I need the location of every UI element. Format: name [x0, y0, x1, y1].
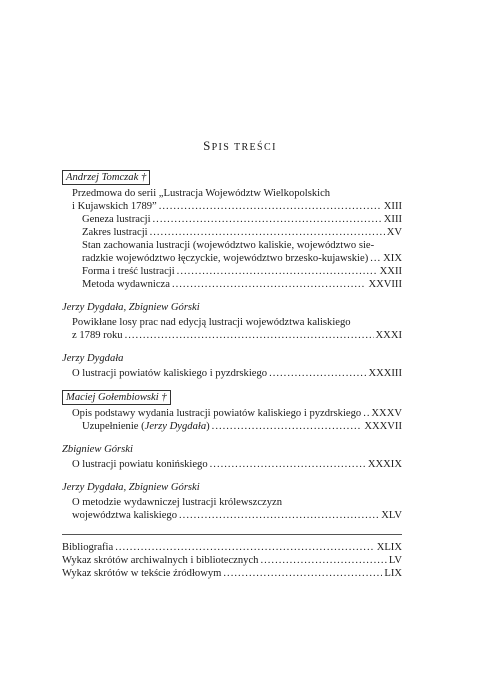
page-number: XXXIII [368, 368, 402, 379]
toc-entry-title: Metoda wydawnicza [82, 279, 170, 290]
section-author: Zbigniew Górski [62, 444, 133, 455]
toc-section [62, 170, 402, 291]
section-author: Maciej Gołembiowski † [62, 390, 171, 405]
page-number: XV [386, 227, 402, 238]
toc-entry-line [82, 252, 402, 265]
toc-entry-line [82, 278, 402, 291]
toc-appendix [62, 541, 402, 580]
dot-leader [115, 541, 374, 554]
toc-entry-line [82, 213, 402, 226]
toc-entry[interactable] [82, 213, 402, 226]
title-initial: S [203, 138, 212, 153]
page-number: XLIX [376, 542, 402, 553]
toc-section [62, 352, 402, 380]
page-number: XXXI [375, 330, 402, 341]
table-of-contents [62, 170, 402, 580]
section-divider [62, 534, 402, 535]
section-author: Andrzej Tomczak † [62, 170, 150, 185]
toc-entry-title: Bibliografia [62, 542, 114, 553]
toc-entry-line [82, 226, 402, 239]
toc-entry-title: Opis podstawy wydania lustracji powiatów kaliskiego i pyzdrskiego [72, 408, 362, 419]
toc-entry-line [82, 420, 402, 433]
toc-entry-text: Powikłane losy prac nad edycją lustracji województwa kaliskiego [72, 317, 351, 328]
toc-entry[interactable] [82, 265, 402, 278]
toc-entry[interactable] [72, 496, 402, 522]
toc-entry-title: O lustracji powiatów kaliskiego i pyzdrskiego [72, 368, 268, 379]
toc-entry[interactable] [82, 278, 402, 291]
dot-leader [223, 567, 382, 580]
page-number: XXVIII [368, 279, 402, 290]
page-number: XLV [381, 510, 402, 521]
toc-entry-line [62, 567, 402, 580]
page-number: XXXV [371, 408, 402, 419]
toc-entry-title: Geneza lustracji [82, 214, 151, 225]
toc-entry[interactable] [72, 187, 402, 213]
toc-entry-title: Zakres lustracji [82, 227, 148, 238]
toc-entry[interactable] [72, 407, 402, 420]
toc-section [62, 301, 402, 342]
toc-entry-title: i Kujawskich 1789” [72, 201, 157, 212]
dot-leader [370, 252, 381, 265]
toc-entry-title: z 1789 roku [72, 330, 123, 341]
toc-entry-line [62, 554, 402, 567]
toc-entry[interactable] [82, 239, 402, 265]
toc-entry-title: radzkie województwo łęczyckie, województwo brzesko-kujawskie) [82, 253, 369, 264]
dot-leader [269, 367, 366, 380]
page-number: XIX [383, 253, 402, 264]
section-author: Jerzy Dygdała, Zbigniew Górski [62, 482, 200, 493]
dot-leader [179, 509, 379, 522]
section-author: Jerzy Dygdała [62, 353, 124, 364]
dot-leader [363, 407, 369, 420]
page-number: XXXIX [367, 459, 402, 470]
toc-section [62, 481, 402, 522]
toc-entry[interactable] [72, 367, 402, 380]
toc-entry-line [72, 367, 402, 380]
title-rest: PIS TREŚCI [211, 142, 277, 153]
toc-entry-text: Przedmowa do serii „Lustracja Województw Wielkopolskich [72, 188, 331, 199]
toc-section [62, 380, 402, 433]
toc-entry[interactable] [62, 567, 402, 580]
dot-leader [177, 265, 378, 278]
toc-entry[interactable] [62, 554, 402, 567]
page-number: XIII [383, 201, 402, 212]
toc-entry-title: O lustracji powiatu konińskiego [72, 459, 208, 470]
toc-entry-title: Wykaz skrótów w tekście źródłowym [62, 568, 222, 579]
dot-leader [153, 213, 382, 226]
section-author: Jerzy Dygdała, Zbigniew Górski [62, 302, 200, 313]
toc-entry-line [62, 541, 402, 554]
page-number: LIX [384, 568, 402, 579]
toc-entry-line [72, 329, 402, 342]
toc-entry-line [72, 458, 402, 471]
toc-entry-text: O metodzie wydawniczej lustracji królewszczyzn [72, 497, 283, 508]
toc-entry[interactable] [72, 458, 402, 471]
toc-entry[interactable] [62, 541, 402, 554]
toc-section [62, 443, 402, 471]
page-number: XXXVII [364, 421, 402, 432]
toc-entry-line [72, 509, 402, 522]
toc-entry[interactable] [72, 316, 402, 342]
dot-leader [125, 329, 374, 342]
page-title [0, 138, 480, 154]
dot-leader [172, 278, 367, 291]
page-number: XIII [383, 214, 402, 225]
dot-leader [150, 226, 385, 239]
page-number: XXII [379, 266, 402, 277]
dot-leader [260, 554, 386, 567]
toc-entry-title: Uzupełnienie (Jerzy Dygdała) [82, 421, 210, 432]
toc-entry-title: Forma i treść lustracji [82, 266, 175, 277]
dot-leader [159, 200, 382, 213]
toc-entry[interactable] [82, 420, 402, 433]
toc-entry-title: województwa kaliskiego [72, 510, 178, 521]
toc-entry[interactable] [82, 226, 402, 239]
dot-leader [212, 420, 363, 433]
dot-leader [210, 458, 366, 471]
toc-entry-text: Stan zachowania lustracji (województwo kaliskie, województwo sie- [82, 240, 375, 251]
toc-entry-title: Wykaz skrótów archiwalnych i bibliotecznych [62, 555, 259, 566]
toc-entry-line [72, 407, 402, 420]
toc-entry-line [82, 265, 402, 278]
toc-entry-line [72, 200, 402, 213]
page-number: LV [388, 555, 402, 566]
